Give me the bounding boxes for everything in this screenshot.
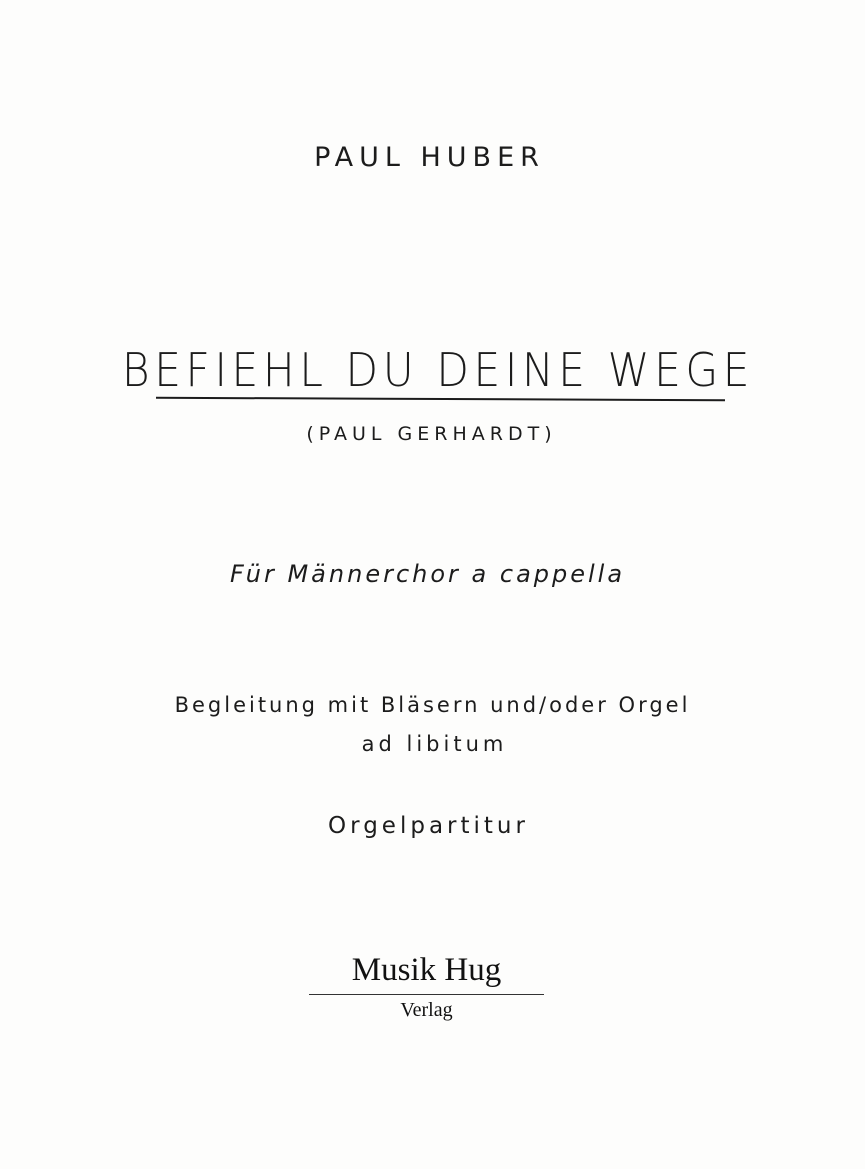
publisher-imprint: Verlag (400, 999, 453, 1021)
title-underline (156, 397, 725, 401)
publisher-divider (309, 994, 544, 995)
composer-name: PAUL HUBER (314, 142, 545, 173)
poet-name: (PAUL GERHARDT) (306, 423, 557, 445)
publisher-name: Musik Hug (351, 952, 502, 988)
accompaniment-line-1: Begleitung mit Bläsern und/oder Orgel (174, 693, 691, 717)
score-type: Orgelpartitur (328, 813, 529, 839)
scoring-subtitle: Für Männerchor a cappella (229, 560, 626, 588)
work-title: BEFIEHL DU DEINE WEGE (121, 343, 755, 397)
accompaniment-line-2: ad libitum (361, 732, 508, 756)
